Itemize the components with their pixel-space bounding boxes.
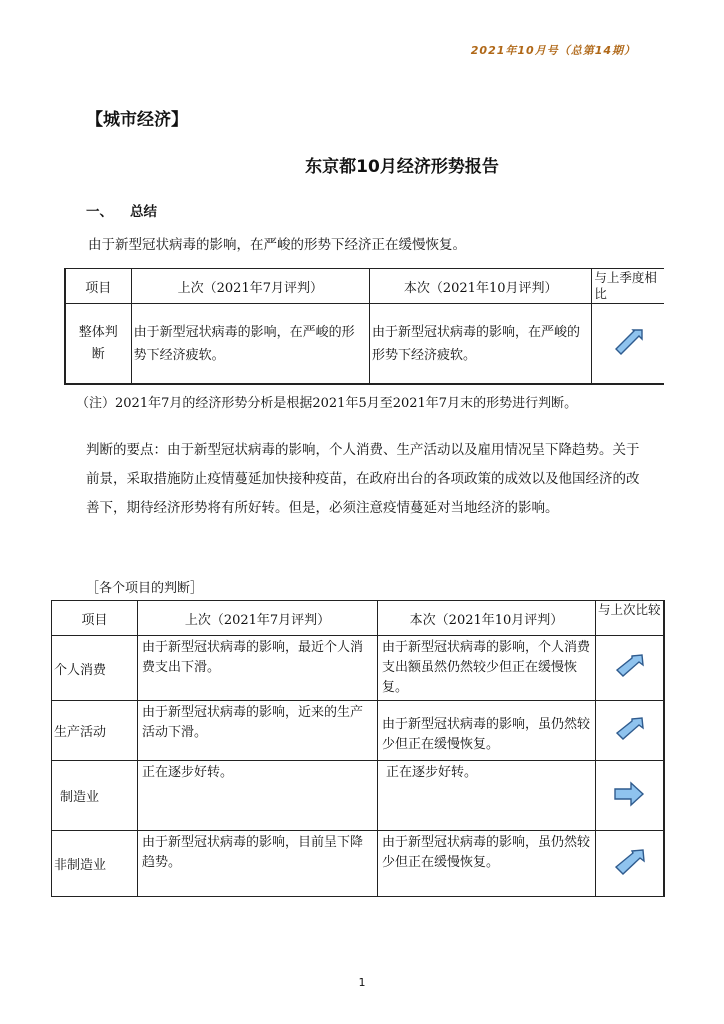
row-previous: 由于新型冠状病毒的影响，在严峻的形势下经济疲软。 <box>131 304 369 385</box>
header-item: 项目 <box>65 269 131 304</box>
arrow-up-right-icon <box>611 327 645 357</box>
header-compare: 与上季度相比 <box>592 269 664 304</box>
header-compare: 与上次比较 <box>596 601 664 636</box>
trend-cell <box>592 304 664 385</box>
judgement-points: 判断的要点：由于新型冠状病毒的影响，个人消费、生产活动以及雇用情况呈下降趋势。关于前景，采取措施防止疫情蔓延加快接种疫苗，在政府出台的各项政策的成效以及他国经济的改善下，期待经济形势将有所好转。但是，必须注意疫情蔓延对当地经济的影响。 <box>86 442 640 516</box>
arrow-up-right-icon <box>611 846 647 878</box>
summary-number: 一、 <box>86 204 113 220</box>
section-label: 【城市经济】 <box>86 110 188 130</box>
summary-heading <box>86 200 157 220</box>
trend-cell <box>596 831 664 897</box>
table-row <box>52 701 664 761</box>
row-current: 由于新型冠状病毒的影响，个人消费支出额虽然仍然较少但正在缓慢恢复。 <box>378 636 596 701</box>
table-row <box>52 636 664 701</box>
header-current: 本次（2021年10月评判） <box>370 269 592 304</box>
overall-judgement-table <box>64 268 664 385</box>
items-caption: ［各个项目的判断］ <box>86 581 204 596</box>
arrow-right-icon <box>612 781 646 807</box>
items-judgement-table <box>51 600 665 897</box>
summary-heading-text: 总结 <box>130 204 157 220</box>
row-label: 个人消费 <box>52 636 138 701</box>
issue-label: 2021年10月号（总第14期） <box>470 44 636 57</box>
page-number: 1 <box>358 976 366 989</box>
table-header-row <box>52 601 664 636</box>
arrow-up-right-icon <box>612 651 646 681</box>
row-label: 整体判断 <box>65 304 131 385</box>
trend-cell <box>596 701 664 761</box>
arrow-up-right-icon <box>612 714 646 744</box>
row-current: 正在逐步好转。 <box>378 761 596 831</box>
header-previous: 上次（2021年7月评判） <box>131 269 369 304</box>
table-row <box>52 831 664 897</box>
table-row <box>52 761 664 831</box>
header-previous: 上次（2021年7月评判） <box>138 601 378 636</box>
row-previous: 由于新型冠状病毒的影响，近来的生产活动下滑。 <box>138 701 378 761</box>
table-row <box>65 304 664 385</box>
summary-text: 由于新型冠状病毒的影响，在严峻的形势下经济正在缓慢恢复。 <box>88 237 466 253</box>
row-current: 由于新型冠状病毒的影响，虽仍然较少但正在缓慢恢复。 <box>378 701 596 761</box>
row-previous: 由于新型冠状病毒的影响，目前呈下降趋势。 <box>138 831 378 897</box>
trend-cell <box>596 761 664 831</box>
page-title: 东京都10月经济形势报告 <box>305 157 499 177</box>
row-previous: 正在逐步好转。 <box>138 761 378 831</box>
note-text: （注）2021年7月的经济形势分析是根据2021年5月至2021年7月末的形势进行判断。 <box>76 396 578 411</box>
table-header-row <box>65 269 664 304</box>
trend-cell <box>596 636 664 701</box>
row-label: 非制造业 <box>52 831 138 897</box>
row-label: 生产活动 <box>52 701 138 761</box>
header-current: 本次（2021年10月评判） <box>378 601 596 636</box>
row-current: 由于新型冠状病毒的影响，在严峻的形势下经济疲软。 <box>370 304 592 385</box>
row-previous: 由于新型冠状病毒的影响，最近个人消费支出下滑。 <box>138 636 378 701</box>
row-current: 由于新型冠状病毒的影响，虽仍然较少但正在缓慢恢复。 <box>378 831 596 897</box>
header-item: 项目 <box>52 601 138 636</box>
row-label: 制造业 <box>52 761 138 831</box>
